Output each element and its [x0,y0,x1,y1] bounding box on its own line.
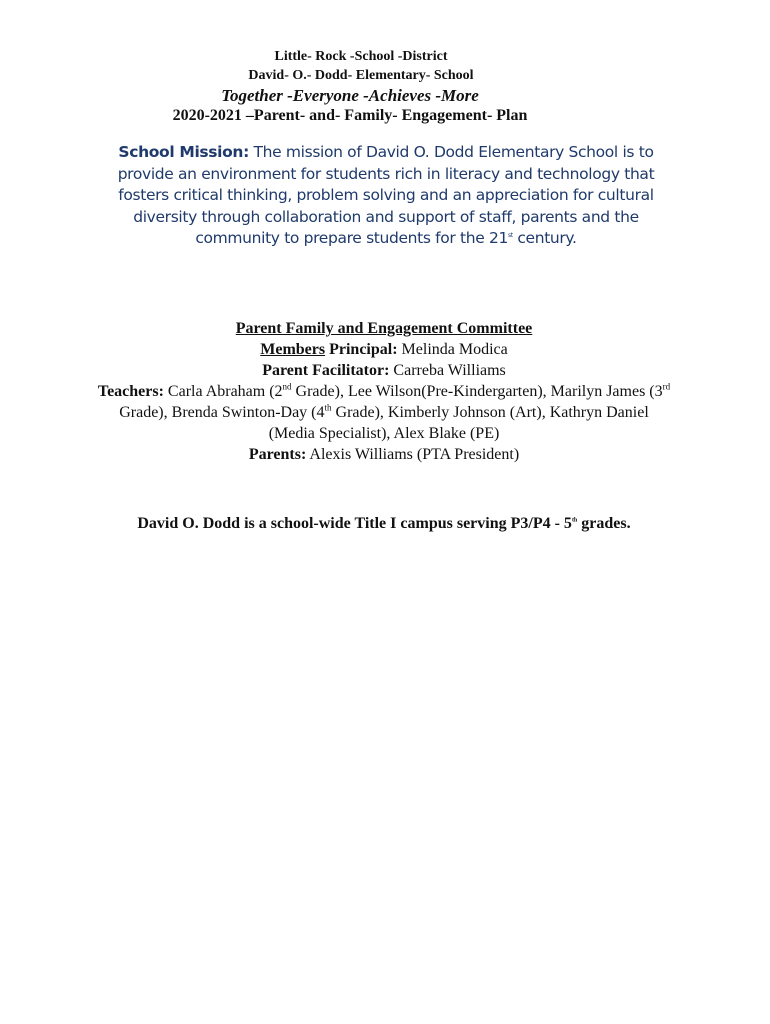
plan-title: 2020-2021 –Parent- and- Family- Engagement- Plan [172,107,528,124]
mission-label: School Mission: [118,143,249,161]
facilitator-label: Parent Facilitator: [262,362,390,379]
principal-name: Melinda Modica [397,341,508,358]
mission-sup: st [508,231,513,239]
teacher-entry: Brenda Swinton-Day (4 [171,404,325,421]
title-one-statement [96,513,672,535]
school-name: David- O.- Dodd- Elementary- School [248,68,474,83]
committee-heading [96,318,672,339]
facilitator-name: Carreba Williams [389,362,506,379]
teacher-entry-sup: nd [282,381,292,392]
committee-section [96,318,672,465]
mission-text: The mission of David O. Dodd Elementary School is to provide an environment for students rich in literacy and technology that fosters critical thinking, problem solving and an appreciation for cultural diversity through collaboration and support of staff, parents and the community to prepare students for the 21 [117,143,655,247]
district-name: Little- Rock -School -District [274,49,448,64]
teachers-label: Teachers: [97,383,164,400]
mission-text-end: century. [512,229,577,247]
teacher-entry-sup: rd [662,381,671,392]
teacher-entry-post: Grade), [119,404,172,421]
teacher-entry-post: Grade), Kimberly Johnson (Art), Kathryn Daniel (Media Specialist), Alex Blake (PE) [268,404,649,442]
teacher-entry: Marilyn James (3 [550,383,663,400]
members-label: Members [260,341,326,358]
parents-name: Alexis Williams (PTA President) [306,446,520,463]
teachers-block [96,381,672,444]
principal-line [96,339,672,360]
parents-line [96,444,672,465]
school-motto: Together -Everyone -Achieves -More [221,86,479,105]
mission-statement [96,142,676,250]
title-one-text-end: grades. [577,515,631,532]
committee-heading-text: Parent Family and Engagement Committee [235,320,533,337]
title-one-text: David O. Dodd is a school-wide Title I campus serving P3/P4 - 5 [137,515,572,532]
title-one-sup: th [571,517,578,524]
parents-label: Parents: [248,446,307,463]
teacher-entry-sup: th [324,402,332,413]
teacher-entry-post: Grade), Lee Wilson(Pre-Kindergarten), [291,383,551,400]
teacher-entry: Carla Abraham (2 [163,383,283,400]
principal-label: Principal: [329,341,398,358]
facilitator-line [96,360,672,381]
